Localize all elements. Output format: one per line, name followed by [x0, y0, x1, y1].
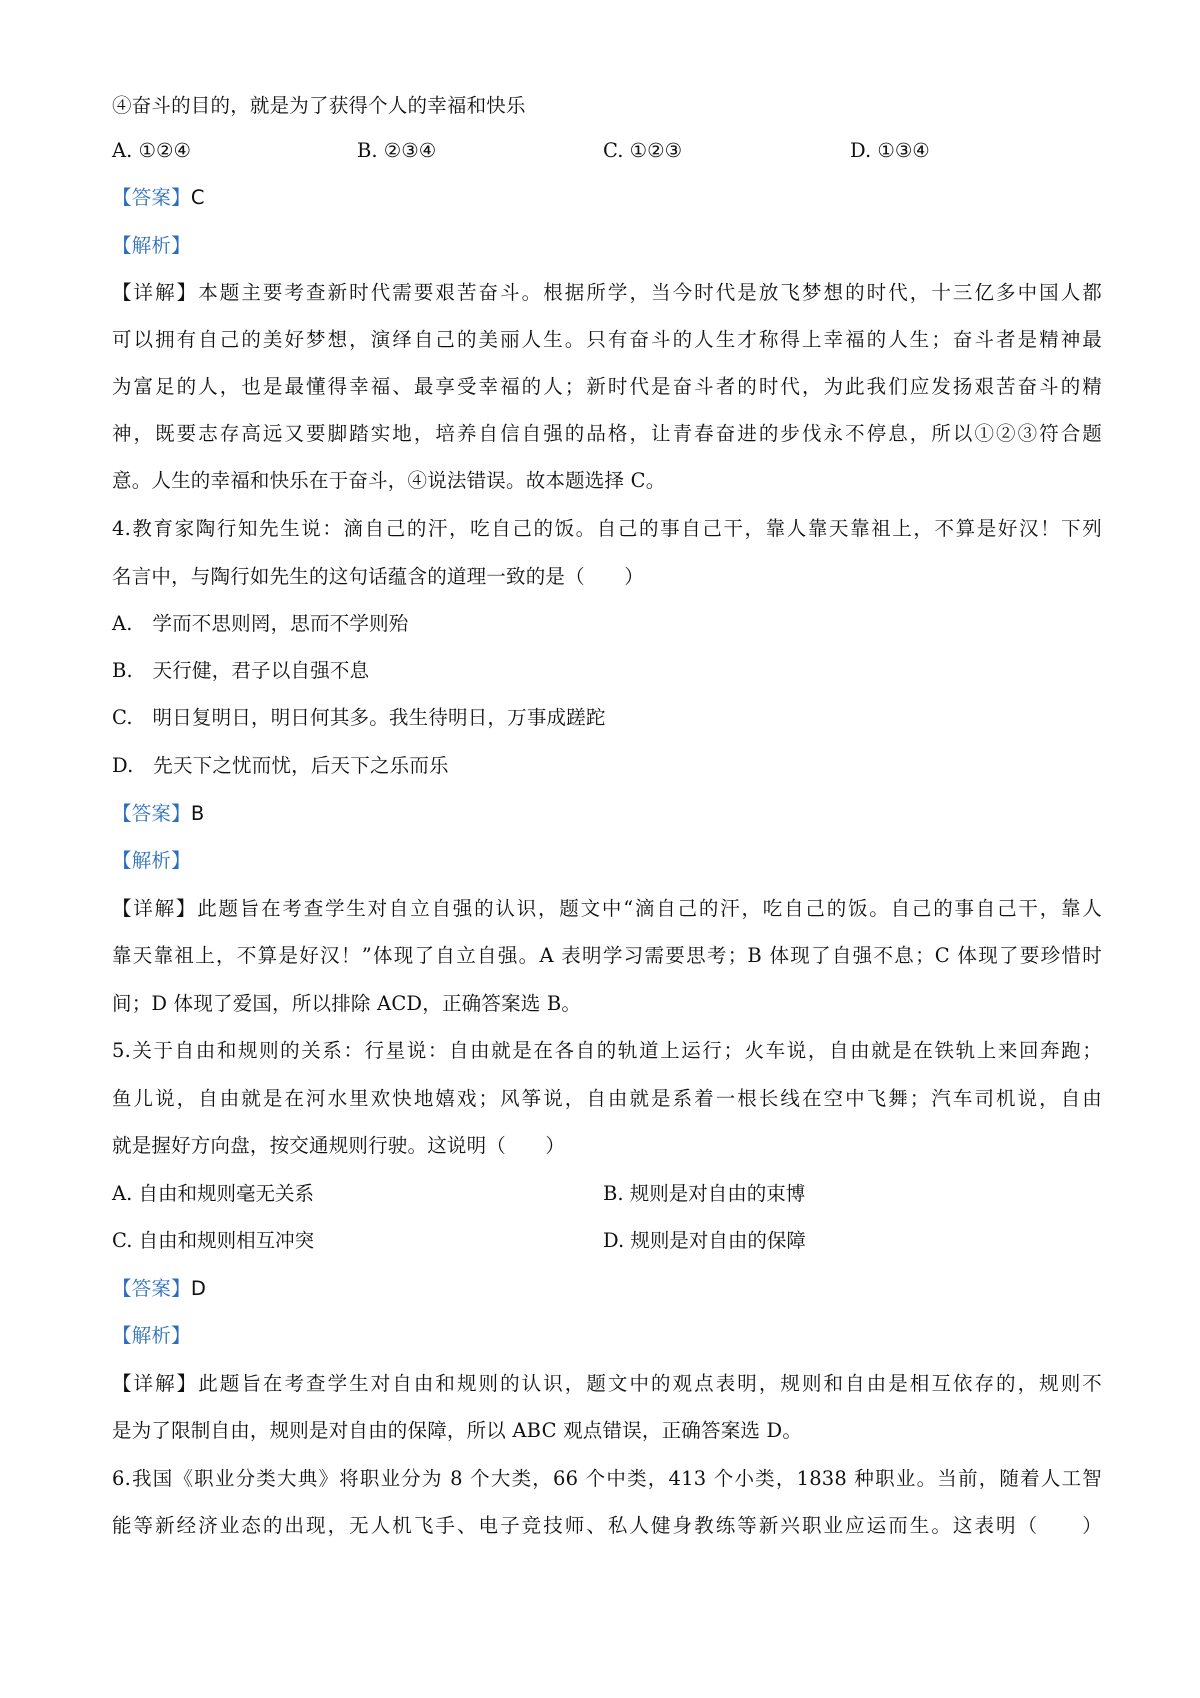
q5-detail-line: 是为了限制自由，规则是对自由的保障，所以 ABC 观点错误，正确答案选 D。: [112, 1419, 803, 1442]
q3-answer: [112, 184, 1102, 212]
answer-tag: 【答案】: [112, 1277, 191, 1300]
answer-tag: 【答案】: [112, 802, 191, 825]
q3-detail-line: 为富足的人，也是最懂得幸福、最享受幸福的人；新时代是奋斗者的时代，为此我们应发扬艰苦奋斗的精: [112, 375, 1102, 398]
q4-option-d: D. 先天下之忧而忧，后天下之乐而乐: [112, 754, 449, 777]
q6-stem-line: 6.我国《职业分类大典》将职业分为 8 个大类，66 个中类，413 个小类，1838 种职业。当前，随着人工智: [112, 1467, 1102, 1490]
q4-analysis-tag: 【解析】: [112, 849, 191, 872]
q4-detail-line: 靠天靠祖上，不算是好汉！”体现了自立自强。A 表明学习需要思考；B 体现了自强不息；C 体现了要珍惜时: [112, 944, 1102, 967]
q3-option-c: C. ①②③: [603, 139, 683, 162]
q5-option-c: C. 自由和规则相互冲突: [112, 1229, 315, 1252]
q5-analysis-tag: 【解析】: [112, 1324, 191, 1347]
q5-stem-line: 就是握好方向盘，按交通规则行驶。这说明（ ）: [112, 1134, 566, 1157]
q4-option-a: A. 学而不思则罔，思而不学则殆: [112, 612, 409, 635]
answer-tag: 【答案】: [112, 186, 191, 209]
q3-option-a: A. ①②④: [112, 139, 191, 162]
q5-option-d: D. 规则是对自由的保障: [603, 1229, 806, 1252]
q4-option-b: B. 天行健，君子以自强不息: [112, 659, 370, 682]
q4-option-c: C. 明日复明日，明日何其多。我生待明日，万事成蹉跎: [112, 706, 606, 729]
q5-stem-line: 5.关于自由和规则的关系：行星说：自由就是在各自的轨道上运行；火车说，自由就是在铁轨上来回奔跑；: [112, 1039, 1102, 1062]
q3-option-b: B. ②③④: [357, 139, 437, 162]
answer-value: B: [190, 802, 205, 825]
q6-stem-line: 能等新经济业态的出现，无人机飞手、电子竞技师、私人健身教练等新兴职业应运而生。这表明（ ）: [112, 1514, 1102, 1537]
q4-stem-line: 名言中，与陶行如先生的这句话蕴含的道理一致的是（ ）: [112, 565, 644, 588]
q3-detail-line: 可以拥有自己的美好梦想，演绎自己的美丽人生。只有奋斗的人生才称得上幸福的人生；奋斗者是精神最: [112, 328, 1102, 351]
q3-detail-line: 神，既要志存高远又要脚踏实地，培养自信自强的品格，让青春奋进的步伐永不停息，所以①②③符合题: [112, 422, 1102, 445]
q5-option-a: A. 自由和规则毫无关系: [112, 1182, 314, 1205]
q5-stem-line: 鱼儿说，自由就是在河水里欢快地嬉戏；风筝说，自由就是系着一根长线在空中飞舞；汽车司机说，自由: [112, 1087, 1102, 1110]
q4-detail-line: 【详解】此题旨在考查学生对自立自强的认识，题文中“滴自己的汗，吃自己的饭。自己的事自己干，靠人: [112, 897, 1102, 920]
q3-option-d: D. ①③④: [850, 139, 930, 162]
answer-value: C: [190, 186, 205, 209]
q3-item-4: ④奋斗的目的，就是为了获得个人的幸福和快乐: [112, 94, 526, 117]
q3-detail-line: 【详解】本题主要考查新时代需要艰苦奋斗。根据所学，当今时代是放飞梦想的时代，十三亿多中国人都: [112, 281, 1102, 304]
answer-value: D: [190, 1277, 207, 1300]
q4-stem-line: 4.教育家陶行知先生说：滴自己的汗，吃自己的饭。自己的事自己干，靠人靠天靠祖上，不算是好汉！下列: [112, 517, 1102, 540]
q4-answer: [112, 800, 1102, 828]
q5-detail-line: 【详解】此题旨在考查学生对自由和规则的认识，题文中的观点表明，规则和自由是相互依存的，规则不: [112, 1372, 1102, 1395]
q4-detail-line: 间；D 体现了爱国，所以排除 ACD，正确答案选 B。: [112, 992, 582, 1015]
q5-option-b: B. 规则是对自由的束博: [603, 1182, 806, 1205]
q3-detail-line: 意。人生的幸福和快乐在于奋斗，④说法错误。故本题选择 C。: [112, 469, 666, 492]
q5-answer: [112, 1275, 1102, 1303]
q3-analysis-tag: 【解析】: [112, 234, 191, 257]
